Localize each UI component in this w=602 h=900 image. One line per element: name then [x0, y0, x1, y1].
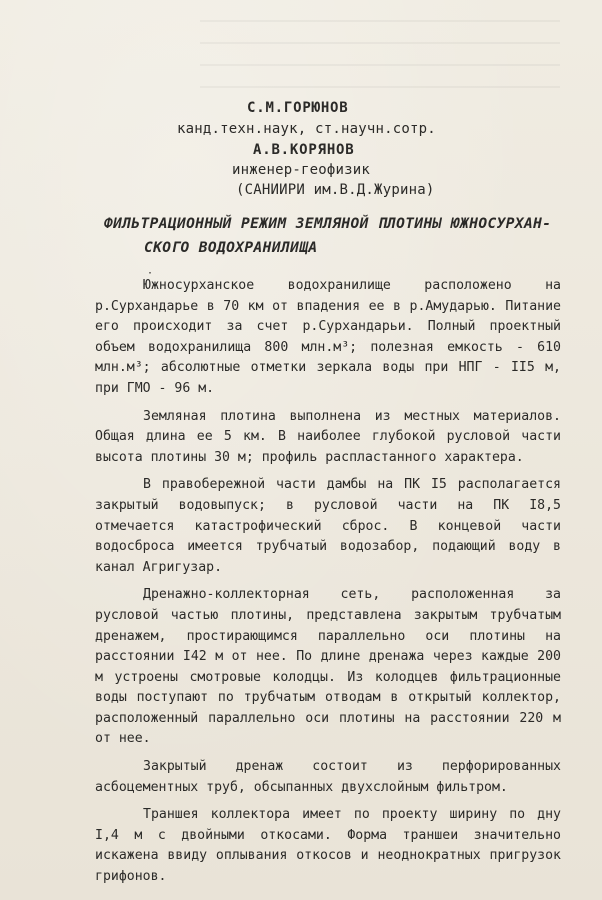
author2-position: инженер-геофизик — [232, 162, 371, 178]
paragraph-drainage: Дренажно-коллекторная сеть, расположенная за русловой частью плотины, представлена закрытым трубчатым дренажем, простирающимся параллельно оси плотины на расстоянии I42 м от нее. По длине дренажа через каждые 200 м устроены смотровые колодцы. Из колодцев фильтрационные воды поступают по трубчатым отводам в открытый коллектор, расположенный параллельно оси плотины на расстоянии 220 м от нее. — [95, 587, 561, 747]
article-title — [104, 212, 551, 260]
paragraph-reservoir: Южносурханское водохранилище расположено на р.Сурхандарье в 70 км от впадения ее в р.Амударью. Питание его происходит за счет р.Сурхандарьи. Полный проектный объем водохранилища 800 млн.м³; полезная емкость - 610 млн.м³; абсолютные отметки зеркала воды при НПГ - II5 м, при ГМО - 96 м. — [95, 278, 561, 396]
paragraph-trench: Траншея коллектора имеет по проекту ширину по дну I,4 м с двойными откосами. Форма траншеи значительно искажена ввиду оплывания откосов и неоднократных пригрузок грифонов. — [95, 807, 561, 885]
author1-position: канд.техн.наук, ст.научн.сотр. — [177, 121, 436, 137]
article-body — [95, 276, 561, 895]
author2-name: А.В.КОРЯНОВ — [253, 142, 355, 158]
paragraph-outlet: В правобережной части дамбы на ПК I5 располагается закрытый водовыпуск; в русловой части на ПК I8,5 отмечается катастрофический сброс. В концевой части водосброса имеется трубчатый водозабор, подающий воду в канал Агригузар. — [95, 477, 561, 575]
ink-dot: · — [147, 268, 154, 279]
affiliation: (САНИИРИ им.В.Д.Журина) — [236, 182, 435, 198]
paragraph-closed-drain: Закрытый дренаж состоит из перфорированных асбоцементных труб, обсыпанных двухслойным фильтром. — [95, 759, 561, 795]
author1-name: С.М.ГОРЮНОВ — [247, 100, 349, 116]
paragraph-dam: Земляная плотина выполнена из местных материалов. Общая длина ее 5 км. В наиболее глубокой русловой части высота плотины 30 м; профиль распластанного характера. — [95, 408, 561, 465]
show-through-text — [200, 20, 560, 100]
title-line-1: ФИЛЬТРАЦИОННЫЙ РЕЖИМ ЗЕМЛЯНОЙ ПЛОТИНЫ ЮЖНОСУРХАН- — [104, 216, 552, 232]
title-line-2: СКОГО ВОДОХРАНИЛИЩА — [144, 240, 318, 256]
